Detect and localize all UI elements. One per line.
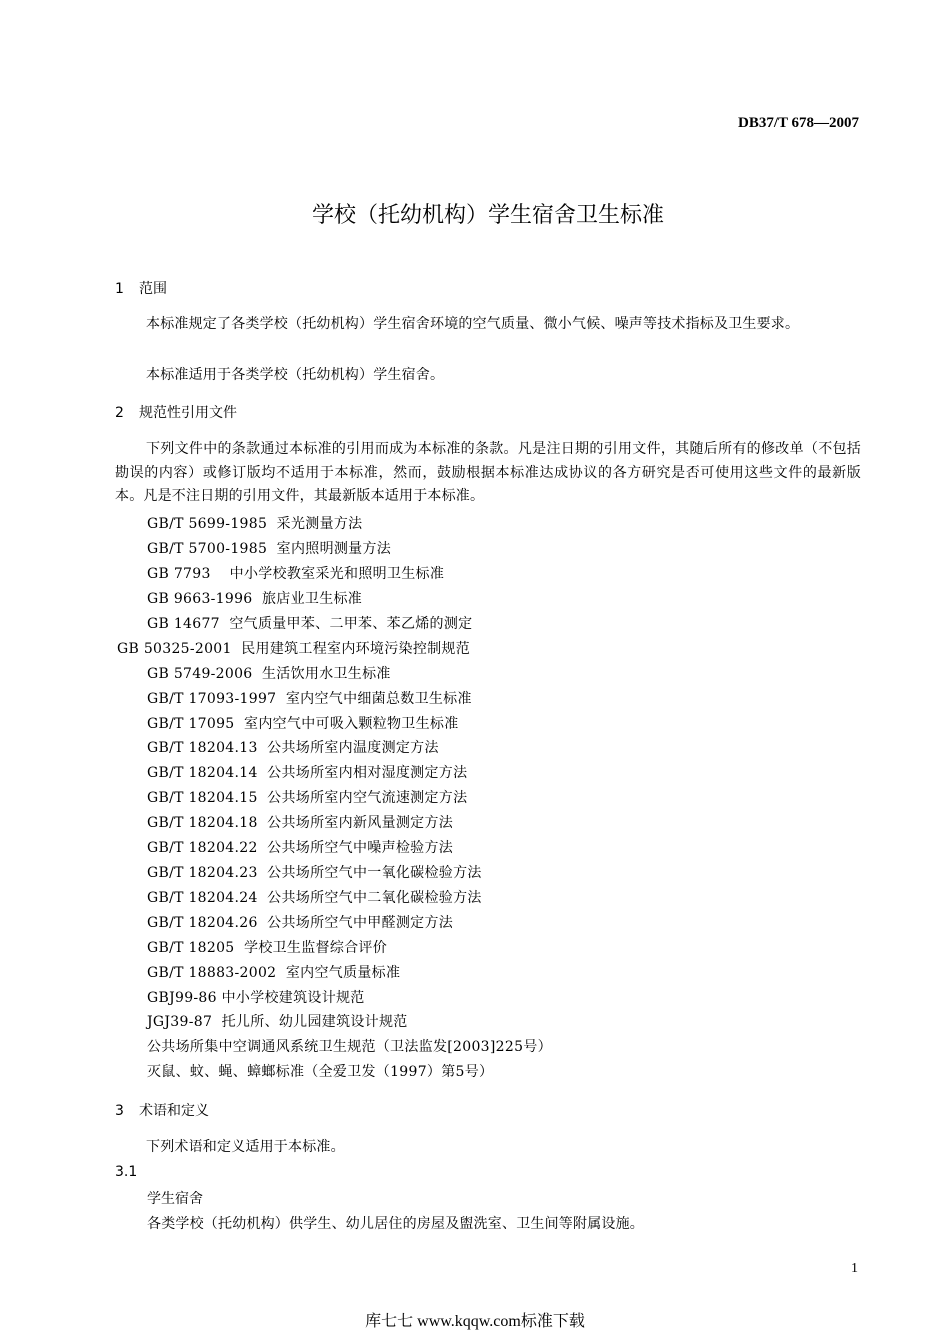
clause-number: 3.1: [115, 1164, 138, 1180]
reference-item: GB/T 5700-1985 室内照明测量方法: [147, 541, 392, 557]
section-title: 规范性引用文件: [139, 405, 237, 421]
document-title: 学校（托幼机构）学生宿舍卫生标准: [311, 203, 664, 228]
reference-item: 灭鼠、蚊、蝇、蟑螂标准（全爱卫发（1997）第5号）: [147, 1064, 494, 1080]
reference-item: GB/T 5699-1985 采光测量方法: [147, 516, 363, 532]
footer-watermark: 库七七 www.kqqw.com标准下载: [365, 1313, 585, 1330]
term-definition: 各类学校（托幼机构）供学生、幼儿居住的房屋及盥洗室、卫生间等附属设施。: [147, 1216, 644, 1232]
section-3-heading: [115, 1100, 209, 1120]
section-number: 1: [115, 281, 124, 297]
section-2-heading: [115, 402, 237, 422]
reference-item: GBJ99-86 中小学校建筑设计规范: [147, 990, 365, 1006]
reference-item: GB/T 18204.23 公共场所空气中一氧化碳检验方法: [147, 865, 482, 881]
reference-item: GB/T 17093-1997 室内空气中细菌总数卫生标准: [147, 691, 472, 707]
section-number: 3: [115, 1103, 124, 1119]
term-name: 学生宿舍: [147, 1191, 203, 1207]
reference-item: GB 9663-1996 旅店业卫生标准: [147, 591, 363, 607]
reference-item: GB/T 18204.26 公共场所空气中甲醛测定方法: [147, 915, 454, 931]
reference-item: GB/T 18204.13 公共场所室内温度测定方法: [147, 740, 439, 756]
document-code: DB37/T 678—2007: [738, 115, 859, 131]
reference-item: GB/T 18204.24 公共场所空气中二氧化碳检验方法: [147, 890, 482, 906]
normative-references-intro: 下列文件中的条款通过本标准的引用而成为本标准的条款。凡是注日期的引用文件，其随后所有的修改单（不包括勘误的内容）或修订版均不适用于本标准，然而，鼓励根据本标准达成协议的各方研究是否可使用这些文件的最新版本。凡是不注日期的引用文件，其最新版本适用于本标准。: [115, 441, 861, 504]
reference-item: GB/T 18204.15 公共场所室内空气流速测定方法: [147, 790, 468, 806]
terms-intro: 下列术语和定义适用于本标准。: [146, 1139, 345, 1155]
scope-paragraph-1: 本标准规定了各类学校（托幼机构）学生宿舍环境的空气质量、微小气候、噪声等技术指标及卫生要求。: [146, 316, 800, 332]
page-number: 1: [851, 1261, 858, 1276]
reference-item: GB/T 18204.18 公共场所室内新风量测定方法: [147, 815, 454, 831]
section-1-heading: [115, 278, 167, 298]
reference-item: GB 50325-2001 民用建筑工程室内环境污染控制规范: [117, 641, 471, 657]
reference-item: 公共场所集中空调通风系统卫生规范（卫法监发[2003]225号）: [147, 1039, 552, 1055]
reference-item: GB 7793 中小学校教室采光和照明卫生标准: [147, 566, 445, 582]
reference-item: GB 14677 空气质量甲苯、二甲苯、苯乙烯的测定: [147, 616, 473, 632]
section-title: 术语和定义: [139, 1103, 209, 1119]
reference-item: GB/T 17095 室内空气中可吸入颗粒物卫生标准: [147, 716, 459, 732]
reference-item: JGJ39-87 托儿所、幼儿园建筑设计规范: [147, 1014, 408, 1030]
section-title: 范围: [139, 281, 167, 297]
reference-item: GB/T 18204.14 公共场所室内相对湿度测定方法: [147, 765, 468, 781]
reference-item: GB/T 18883-2002 室内空气质量标准: [147, 965, 401, 981]
reference-item: GB/T 18204.22 公共场所空气中噪声检验方法: [147, 840, 454, 856]
reference-item: GB/T 18205 学校卫生监督综合评价: [147, 940, 388, 956]
reference-item: GB 5749-2006 生活饮用水卫生标准: [147, 666, 391, 682]
section-number: 2: [115, 405, 124, 421]
scope-paragraph-2: 本标准适用于各类学校（托幼机构）学生宿舍。: [146, 367, 445, 383]
